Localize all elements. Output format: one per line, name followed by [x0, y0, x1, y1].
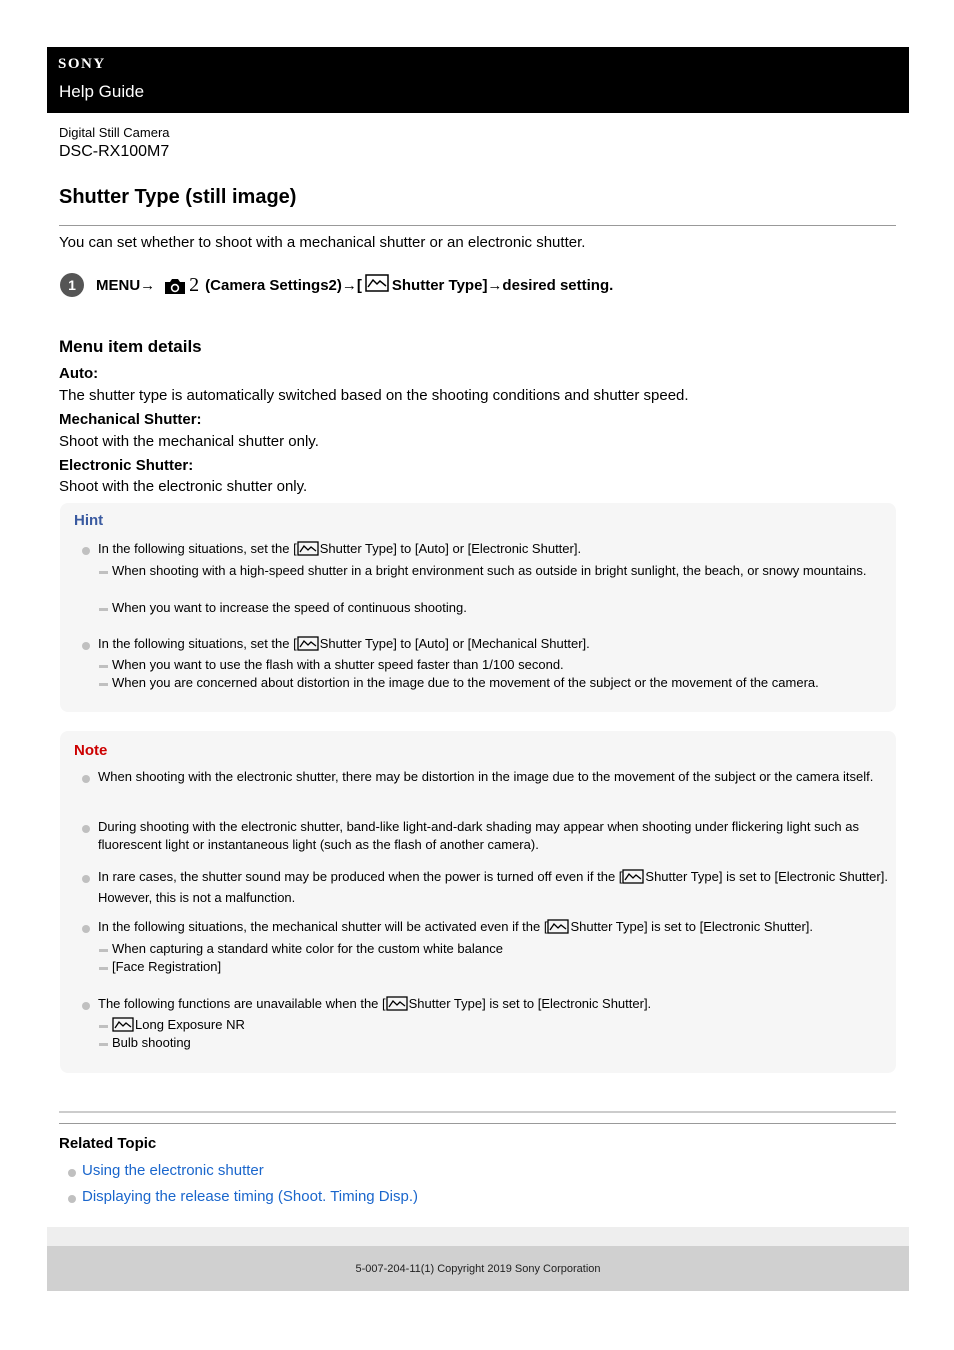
step-settings-text: (Camera Settings2)→[ — [205, 276, 362, 294]
camera-icon — [163, 275, 199, 295]
product-category: Digital Still Camera — [59, 125, 170, 140]
note-sub-5-2: Bulb shooting — [112, 1034, 872, 1052]
related-topic-title: Related Topic — [59, 1135, 157, 1152]
note-bullet-4 — [98, 918, 888, 939]
note-bullet-3 — [98, 868, 888, 907]
intro-text: You can set whether to shoot with a mechanical shutter or an electronic shutter. — [59, 234, 586, 251]
shutter-type-icon — [547, 919, 569, 939]
hint-bullet-1-post: Shutter Type] to [Auto] or [Electronic Shutter]. — [319, 541, 582, 556]
related-link-release-timing[interactable]: Displaying the release timing (Shoot. Timing Disp.) — [82, 1188, 418, 1205]
shutter-type-icon — [386, 996, 408, 1016]
title-divider — [59, 225, 896, 226]
note-box — [60, 731, 896, 1073]
note-bullet-5-post: Shutter Type] is set to [Electronic Shutter]. — [408, 996, 652, 1011]
related-divider-top — [59, 1111, 896, 1113]
desc-mechanical: Shoot with the mechanical shutter only. — [59, 433, 319, 450]
note-bullet-5 — [98, 995, 888, 1016]
hint-box — [60, 503, 896, 712]
hint-sub-2-2: When you are concerned about distortion in the image due to the movement of the subject or the movement of the camera. — [112, 674, 872, 692]
hint-label: Hint — [74, 512, 104, 529]
help-guide-title: Help Guide — [59, 82, 145, 101]
note-sub-5-1-text: Long Exposure NR — [135, 1017, 245, 1032]
term-auto: Auto: — [59, 365, 99, 382]
camera-settings-number: 2 — [189, 274, 200, 296]
hint-bullet-2-post: Shutter Type] to [Auto] or [Mechanical Shutter]. — [319, 636, 590, 651]
step-number: 1 — [60, 273, 84, 297]
note-bullet-2: During shooting with the electronic shutter, band-like light-and-dark shading may appear when shooting under flickering light such as fluorescent light or instantaneous light (such as the flash of another camera). — [98, 818, 888, 854]
sony-logo: SONY — [58, 56, 106, 72]
term-mechanical: Mechanical Shutter: — [59, 411, 202, 428]
product-model: DSC-RX100M7 — [59, 143, 170, 160]
note-label: Note — [74, 742, 108, 759]
related-divider — [59, 1123, 896, 1124]
hint-sub-2-1: When you want to use the flash with a shutter speed faster than 1/100 second. — [112, 656, 872, 674]
shutter-type-icon — [365, 274, 389, 296]
note-bullet-1: When shooting with the electronic shutter, there may be distortion in the image due to the movement of the subject or the camera itself. — [98, 768, 888, 786]
shutter-type-icon — [622, 869, 644, 889]
step-item-text: Shutter Type]→desired setting. — [391, 276, 614, 294]
page-title: Shutter Type (still image) — [59, 186, 297, 208]
shutter-type-icon — [297, 636, 319, 656]
desc-auto: The shutter type is automatically switched based on the shooting conditions and shutter speed. — [59, 387, 689, 404]
hint-bullet-1 — [98, 540, 888, 561]
hint-bullet-1-pre: In the following situations, set the [ — [98, 541, 297, 556]
note-sub-4-2: [Face Registration] — [112, 958, 872, 976]
note-bullet-4-pre: In the following situations, the mechanical shutter will be activated even if the [ — [98, 919, 548, 934]
note-bullet-5-pre: The following functions are unavailable when the [ — [98, 996, 386, 1011]
note-bullet-3-pre: In rare cases, the shutter sound may be produced when the power is turned off even if the [ — [98, 869, 623, 884]
menu-details-title: Menu item details — [59, 337, 202, 356]
hint-sub-1-2: When you want to increase the speed of continuous shooting. — [112, 599, 872, 617]
footer-band — [47, 1227, 909, 1246]
note-bullet-3-post: Shutter Type] is set to [Electronic Shutter]. However, this is not a malfunction. — [98, 869, 888, 905]
shutter-type-icon — [297, 541, 319, 561]
term-electronic: Electronic Shutter: — [59, 457, 194, 474]
note-sub-4-1: When capturing a standard white color for the custom white balance — [112, 940, 872, 958]
desc-electronic: Shoot with the electronic shutter only. — [59, 478, 308, 495]
note-bullet-4-post: Shutter Type] is set to [Electronic Shutter]. — [570, 919, 814, 934]
step-menu-text: MENU→ — [96, 276, 156, 294]
hint-bullet-2-pre: In the following situations, set the [ — [98, 636, 297, 651]
hint-sub-1-1: When shooting with a high-speed shutter in a bright environment such as outside in bright sunlight, the beach, or snowy mountains. — [112, 562, 872, 580]
page-header — [47, 47, 909, 113]
related-link-electronic-shutter[interactable]: Using the electronic shutter — [82, 1162, 264, 1179]
footer-copyright: 5-007-204-11(1) Copyright 2019 Sony Corporation — [47, 1246, 909, 1291]
hint-bullet-2 — [98, 635, 888, 656]
step-1 — [60, 272, 613, 298]
